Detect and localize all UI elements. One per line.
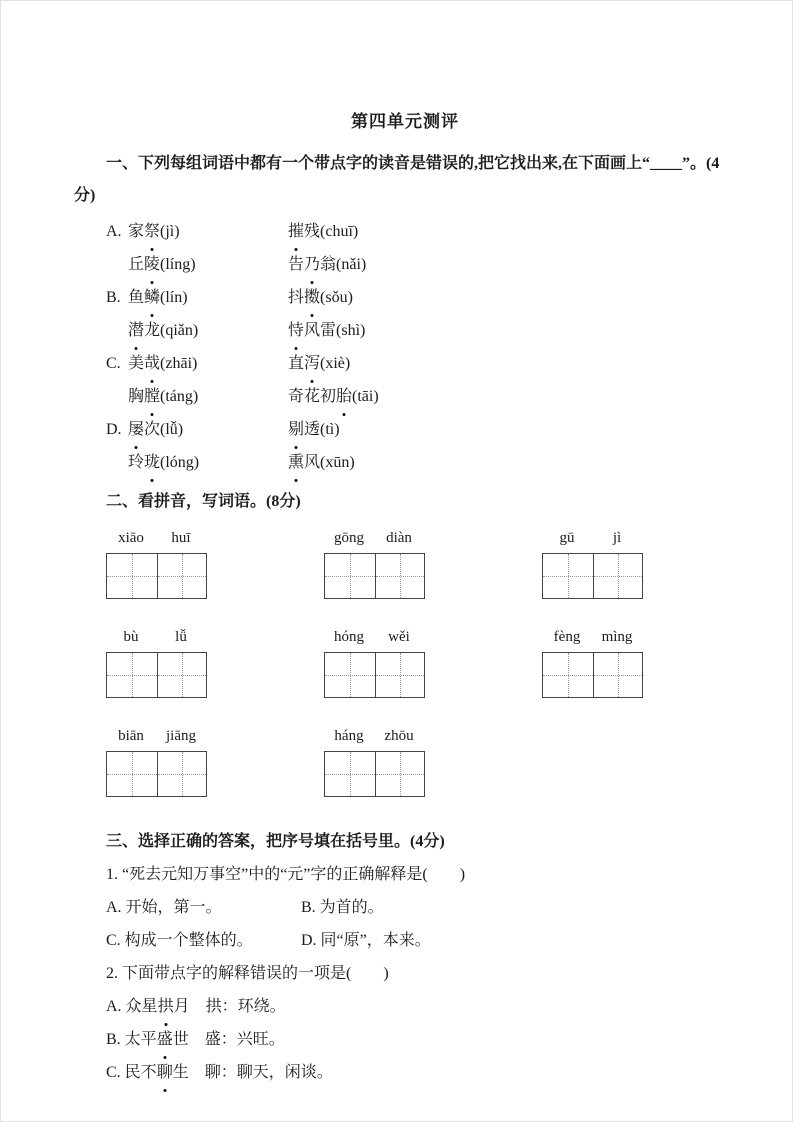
word-col1: 美哉(zhāi) [128,347,288,380]
pinyin-label: huī [171,530,191,546]
writing-cell[interactable] [107,554,157,598]
row-label [106,446,128,479]
row-label: A. [106,223,122,240]
pinyin-word-block [324,726,424,797]
pinyin-line [542,528,642,548]
pinyin-line [106,627,206,647]
word-col2: 剔透(tì) [288,413,736,446]
writing-grid [106,553,207,599]
question-2-stem: 2. 下面带点字的解释错误的一项是( ) [106,965,389,982]
section1-word-list [106,215,736,479]
row-label: D. [106,421,122,438]
pinyin-label: gōng [334,530,364,546]
writing-cell[interactable] [157,752,207,796]
pinyin-label: jiāng [166,728,196,744]
question-1-stem: 1. “死去元知万事空”中的“元”字的正确解释是( ) [106,866,466,883]
word-col2: 告乃翁(nǎi) [288,248,736,281]
pinyin-grid-row [106,726,736,797]
pinyin-line [324,528,424,548]
row-label [106,380,128,413]
option-c: C. 构成一个整体的。 [106,932,253,949]
pinyin-label: diàn [386,530,412,546]
word-pair-row [106,446,736,479]
pinyin-word-block [324,627,424,698]
word-pair-row [106,215,736,248]
pinyin-line [324,726,424,746]
option-b: B. 为首的。 [301,899,384,916]
writing-cell[interactable] [325,653,375,697]
section3-heading: 三、选择正确的答案，把序号填在括号里。(4分) [106,833,445,850]
question-1-options-row [106,891,736,924]
writing-cell[interactable] [157,554,207,598]
writing-cell[interactable] [593,653,643,697]
pinyin-line [106,528,206,548]
row-label [106,248,128,281]
pinyin-label: zhōu [384,728,414,744]
writing-cell[interactable] [375,554,425,598]
writing-cell[interactable] [543,653,593,697]
word-col2: 直泻(xiè) [288,347,736,380]
word-col2: 奇花初胎(tāi) [288,380,736,413]
writing-grid [542,553,643,599]
option-a: A. 开始，第一。 [106,899,222,916]
option-c: C. 民不聊生 聊：聊天，闲谈。 [106,1056,736,1089]
pinyin-label: lǚ [175,629,187,645]
writing-cell[interactable] [107,653,157,697]
writing-cell[interactable] [325,752,375,796]
option-d: D. 同“原”，本来。 [301,932,431,949]
pinyin-label: gū [559,530,575,546]
writing-cell[interactable] [107,752,157,796]
pinyin-word-block [106,627,206,698]
writing-grid [542,652,643,698]
pinyin-label: wěi [388,629,410,645]
word-pair-row [106,380,736,413]
writing-grid [324,553,425,599]
question-1-options-row [106,924,736,957]
pinyin-label: fèng [553,629,581,645]
word-pair-row [106,314,736,347]
pinyin-word-block [106,528,206,599]
row-label: C. [106,355,121,372]
writing-cell[interactable] [593,554,643,598]
word-col1: 玲珑(lóng) [128,446,288,479]
writing-cell[interactable] [325,554,375,598]
word-col1: 屡次(lǚ) [128,413,288,446]
row-label [106,314,128,347]
word-col2: 抖擞(sǒu) [288,281,736,314]
writing-grid [324,652,425,698]
pinyin-label: bù [123,629,139,645]
writing-cell[interactable] [375,653,425,697]
word-pair-row [106,248,736,281]
section1-heading: 一、下列每组词语中都有一个带点字的读音是错误的,把它找出来,在下面画上“____”。(4 分) [74,155,720,204]
word-pair-row [106,281,736,314]
pinyin-label: biān [118,728,144,744]
pinyin-label: mìng [601,629,633,645]
pinyin-line [324,627,424,647]
writing-grid [106,751,207,797]
pinyin-label: hóng [334,629,364,645]
writing-cell[interactable] [543,554,593,598]
writing-grid [324,751,425,797]
pinyin-label: jì [612,530,622,546]
pinyin-label: háng [334,728,364,744]
word-col1: 胸膛(táng) [128,380,288,413]
writing-grid [106,652,207,698]
word-col2: 恃风雷(shì) [288,314,736,347]
pinyin-line [106,726,206,746]
pinyin-grid-row [106,528,736,599]
word-col2: 熏风(xūn) [288,446,736,479]
writing-cell[interactable] [157,653,207,697]
pinyin-word-block [542,528,642,599]
word-col1: 鱼鳞(lín) [128,281,288,314]
pinyin-word-block [324,528,424,599]
page-title: 第四单元测评 [351,112,459,131]
pinyin-label: xiāo [118,530,144,546]
section2-heading: 二、看拼音，写词语。(8分) [106,493,301,510]
writing-cell[interactable] [375,752,425,796]
row-label: B. [106,289,121,306]
pinyin-grid-row [106,627,736,698]
word-col1: 家祭(jì) [128,215,288,248]
pinyin-word-block [106,726,206,797]
word-col2: 摧残(chuī) [288,215,736,248]
word-col1: 丘陵(líng) [128,248,288,281]
option-b: B. 太平盛世 盛：兴旺。 [106,1023,736,1056]
option-a: A. 众星拱月 拱：环绕。 [106,990,736,1023]
pinyin-word-block [542,627,642,698]
word-pair-row [106,347,736,380]
pinyin-line [542,627,642,647]
word-pair-row [106,413,736,446]
section2-grid-area [106,528,736,797]
word-col1: 潜龙(qiǎn) [128,314,288,347]
